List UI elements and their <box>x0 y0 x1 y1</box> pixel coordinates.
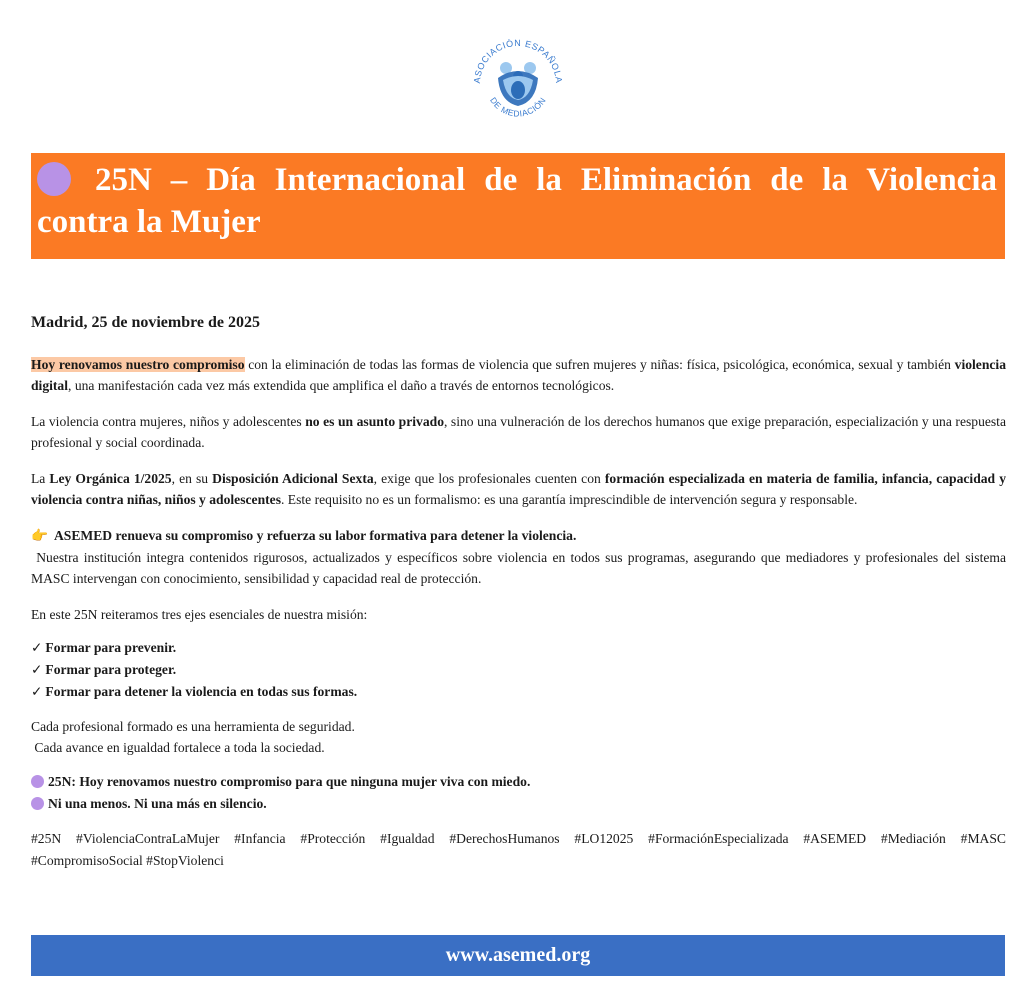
highlighted-phrase: Hoy renovamos nuestro compromiso <box>31 357 245 372</box>
asemed-body: Nuestra institución integra contenidos rigurosos, actualizados y específicos sobre violencia en todos sus programas, asegurando que mediadores y profesionales del sistema MASC intervengan con conocimiento, sensibilidad y capacidad real de protección. <box>31 550 1006 586</box>
checkmark-icon: ✓ <box>31 662 43 678</box>
paragraph-text: con la eliminación de todas las formas de violencia que sufren mujeres y niñas: física, psicológica, económica, sexual y también <box>244 357 955 372</box>
bold-phrase: formación especializada en materia de familia, infancia, capacidad y violencia contra niñas, niños y adolescentes <box>31 471 1006 507</box>
paragraph-text: , exige que los profesionales cuenten con <box>373 471 605 486</box>
title-banner <box>31 153 1005 259</box>
paragraph-commitment <box>31 354 1006 396</box>
pointing-hand-icon: 👉 <box>31 528 48 544</box>
checklist <box>31 637 1006 703</box>
paragraph-closing <box>31 716 1006 758</box>
paragraph-three-axes: En este 25N reiteramos tres ejes esenciales de nuestra misión: <box>31 607 368 622</box>
slogan-block <box>31 771 1006 815</box>
asemed-heading: ASEMED renueva su compromiso y refuerza su labor formativa para detener la violencia. <box>53 528 577 543</box>
paragraph-asemed <box>31 525 1006 589</box>
list-item-label: Formar para detener la violencia en todas sus formas. <box>45 684 358 699</box>
paragraph-law <box>31 468 1006 510</box>
paragraph-text: La violencia contra mujeres, niños y adolescentes <box>31 414 306 429</box>
logo-figures-icon <box>498 62 538 106</box>
purple-circle-icon <box>37 162 71 196</box>
list-item <box>31 681 1006 703</box>
bold-phrase: Ley Orgánica 1/2025 <box>49 471 172 486</box>
logo-arc-top-text: ASOCIACIÓN ESPAÑOLA <box>471 37 565 84</box>
closing-line: Cada avance en igualdad fortalece a toda la sociedad. <box>34 740 325 755</box>
paragraph-text: . Este requisito no es un formalismo: es una garantía imprescindible de intervención segura y responsable. <box>280 492 858 507</box>
press-release-body <box>31 312 1006 872</box>
slogan-line: Ni una menos. Ni una más en silencio. <box>48 796 267 811</box>
list-item-label: Formar para proteger. <box>45 662 177 677</box>
banner-title: 25N – Día Internacional de la Eliminación de la Violencia contra la Mujer <box>37 162 997 240</box>
slogan-line: 25N: Hoy renovamos nuestro compromiso para que ninguna mujer viva con miedo. <box>48 774 531 789</box>
closing-line: Cada profesional formado es una herramienta de seguridad. <box>31 719 355 734</box>
purple-dot-icon <box>31 797 44 810</box>
footer-bar <box>31 935 1005 976</box>
purple-dot-icon <box>31 775 44 788</box>
paragraph-text: , una manifestación cada vez más extendida que amplifica el daño a través de entornos tecnológicos. <box>68 378 615 393</box>
paragraph-human-rights <box>31 411 1006 453</box>
bold-phrase: Disposición Adicional Sexta <box>212 471 374 486</box>
paragraph-text: , en su <box>171 471 213 486</box>
paragraph-text: , sino una vulneración de los derechos humanos que exige preparación, especialización y una respuesta profesional y social coordinada. <box>31 414 1006 450</box>
hashtags: #25N #ViolenciaContraLaMujer #Infancia #Protección #Igualdad #DerechosHumanos #LO12025 #FormaciónEspecializada #ASEMED #Mediación #MASC #CompromisoSocial #StopViolenci <box>31 831 1006 868</box>
checkmark-icon: ✓ <box>31 640 43 656</box>
asemed-logo <box>470 34 566 130</box>
checkmark-icon: ✓ <box>31 684 43 700</box>
list-item <box>31 637 1006 659</box>
date-line: Madrid, 25 de noviembre de 2025 <box>31 314 261 331</box>
paragraph-text: La <box>31 471 50 486</box>
logo-arc-bottom-text: DE MEDIACIÓN <box>488 95 548 119</box>
list-item <box>31 659 1006 681</box>
list-item-label: Formar para prevenir. <box>45 640 177 655</box>
bold-phrase: no es un asunto privado <box>305 414 444 429</box>
bold-phrase: violencia digital <box>31 357 1006 393</box>
website-link[interactable]: www.asemed.org <box>445 944 591 966</box>
